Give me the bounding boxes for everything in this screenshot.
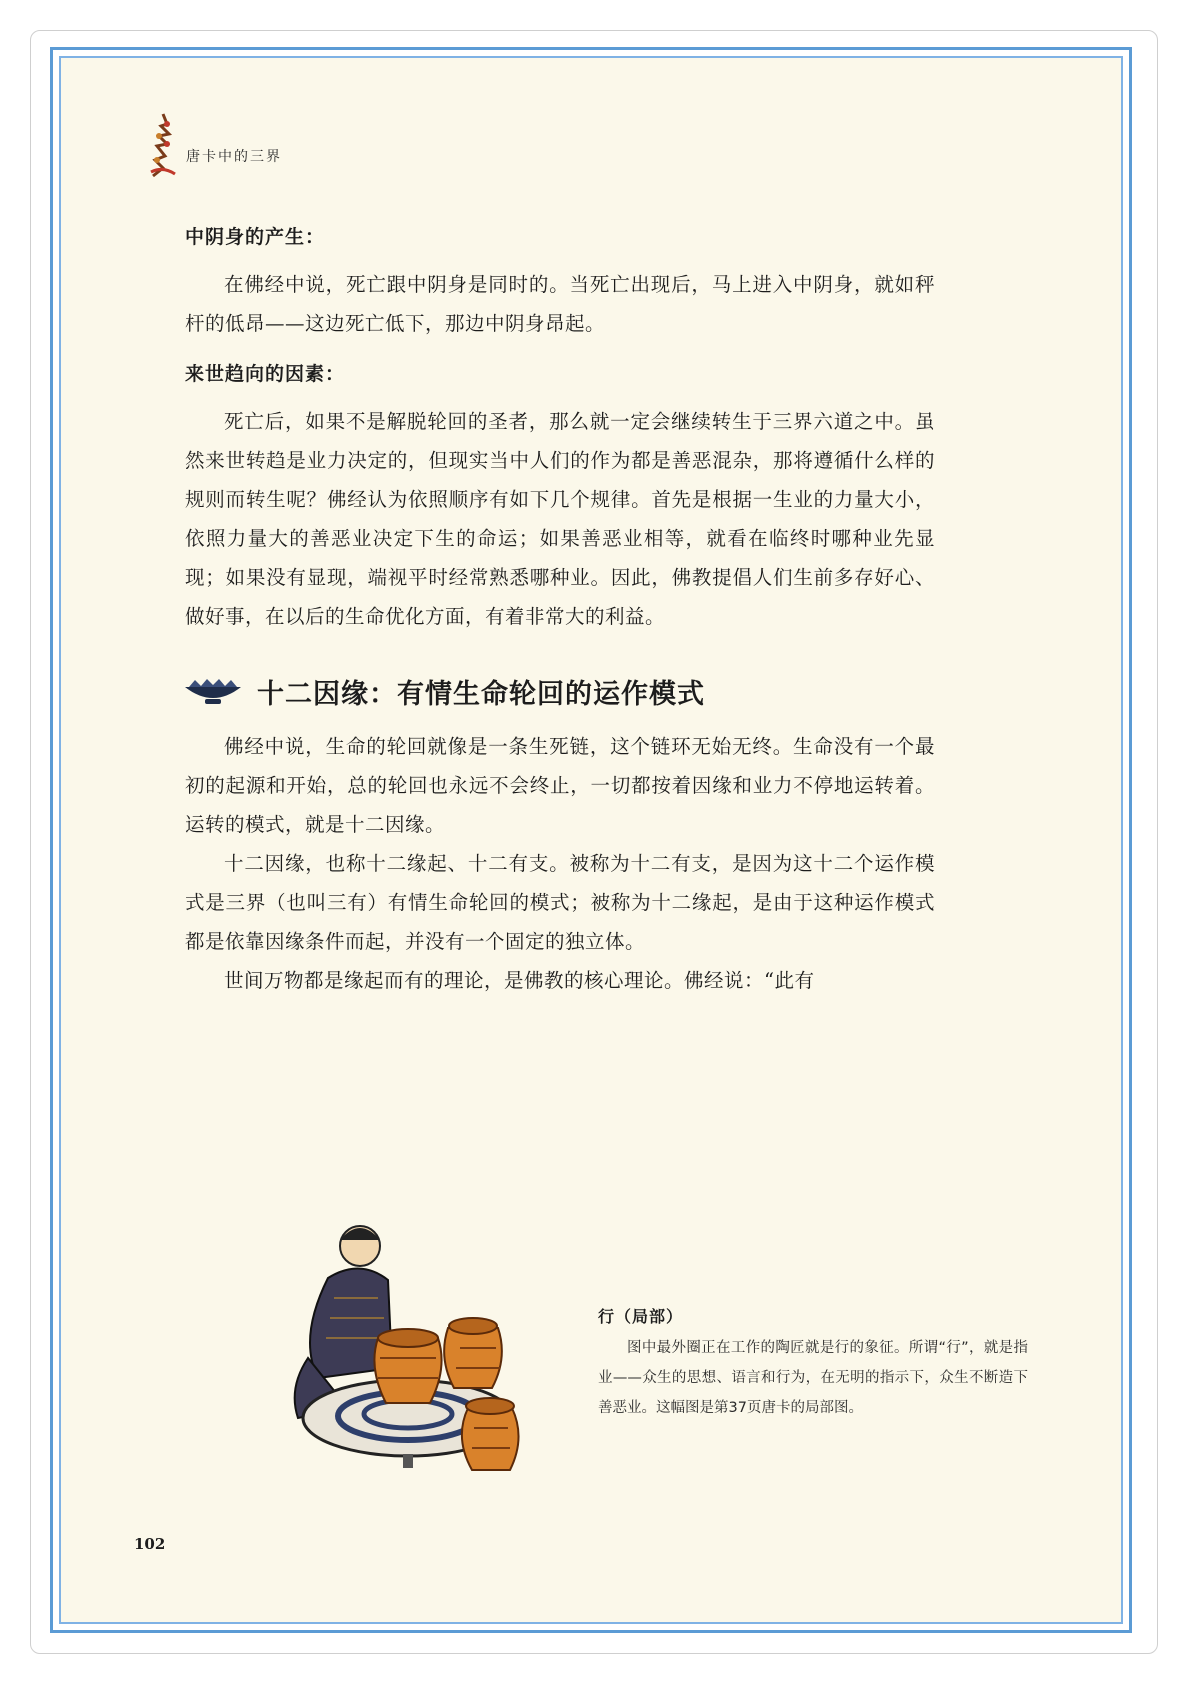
offering-bowl-icon: [181, 677, 245, 707]
paragraph-twelve-links-2: 十二因缘，也称十二缘起、十二有支。被称为十二有支，是因为这十二个运作模式是三界（也叫三有）有情生命轮回的模式；被称为十二缘起，是由于这种运作模式都是依靠因缘条件而起，并没有一个固定的独立体。: [185, 852, 935, 953]
figure-caption: [598, 1304, 1028, 1423]
paragraph-twelve-links-3: 世间万物都是缘起而有的理论，是佛教的核心理论。佛经说：“此有: [224, 969, 815, 992]
section-heading-rebirth-factors: 来世趋向的因素：: [185, 363, 346, 385]
paragraph-intermediate-state: 在佛经中说，死亡跟中阴身是同时的。当死亡出现后，马上进入中阴身，就如秤杆的低昂——这边死亡低下，那边中阴身昂起。: [185, 273, 935, 335]
section-title-row: [181, 672, 935, 711]
paragraph-twelve-links-1: 佛经中说，生命的轮回就像是一条生死链，这个链环无始无终。生命没有一个最初的起源和开始，总的轮回也永远不会终止，一切都按着因缘和业力不停地运转着。运转的模式，就是十二因缘。: [185, 735, 935, 836]
section-heading-intermediate-state: 中阴身的产生：: [185, 226, 326, 248]
potter-illustration: [268, 1218, 568, 1488]
page-number: 102: [134, 1535, 166, 1553]
section-title: 十二因缘：有情生命轮回的运作模式: [257, 679, 705, 710]
main-content: [185, 222, 935, 1000]
caption-title: 行（局部）: [598, 1307, 684, 1326]
paragraph-rebirth-factors: 死亡后，如果不是解脱轮回的圣者，那么就一定会继续转生于三界六道之中。虽然来世转趋是业力决定的，但现实当中人们的作为都是善恶混杂，那将遵循什么样的规则而转生呢？佛经认为依照顺序有如下几个规律。首先是根据一生业的力量大小，依照力量大的善恶业决定下生的命运；如果善恶业相等，就看在临终时哪种业先显现；如果没有显现，端视平时经常熟悉哪种业。因此，佛教提倡人们生前多存好心、做好事，在以后的生命优化方面，有着非常大的利益。: [185, 410, 935, 628]
header-ornament-icon: [145, 110, 181, 180]
running-head: 唐卡中的三界: [186, 149, 282, 165]
caption-text: 图中最外圈正在工作的陶匠就是行的象征。所谓“行”，就是指业——众生的思想、语言和行为，在无明的指示下，众生不断造下善恶业。这幅图是第37页唐卡的局部图。: [598, 1340, 1028, 1416]
